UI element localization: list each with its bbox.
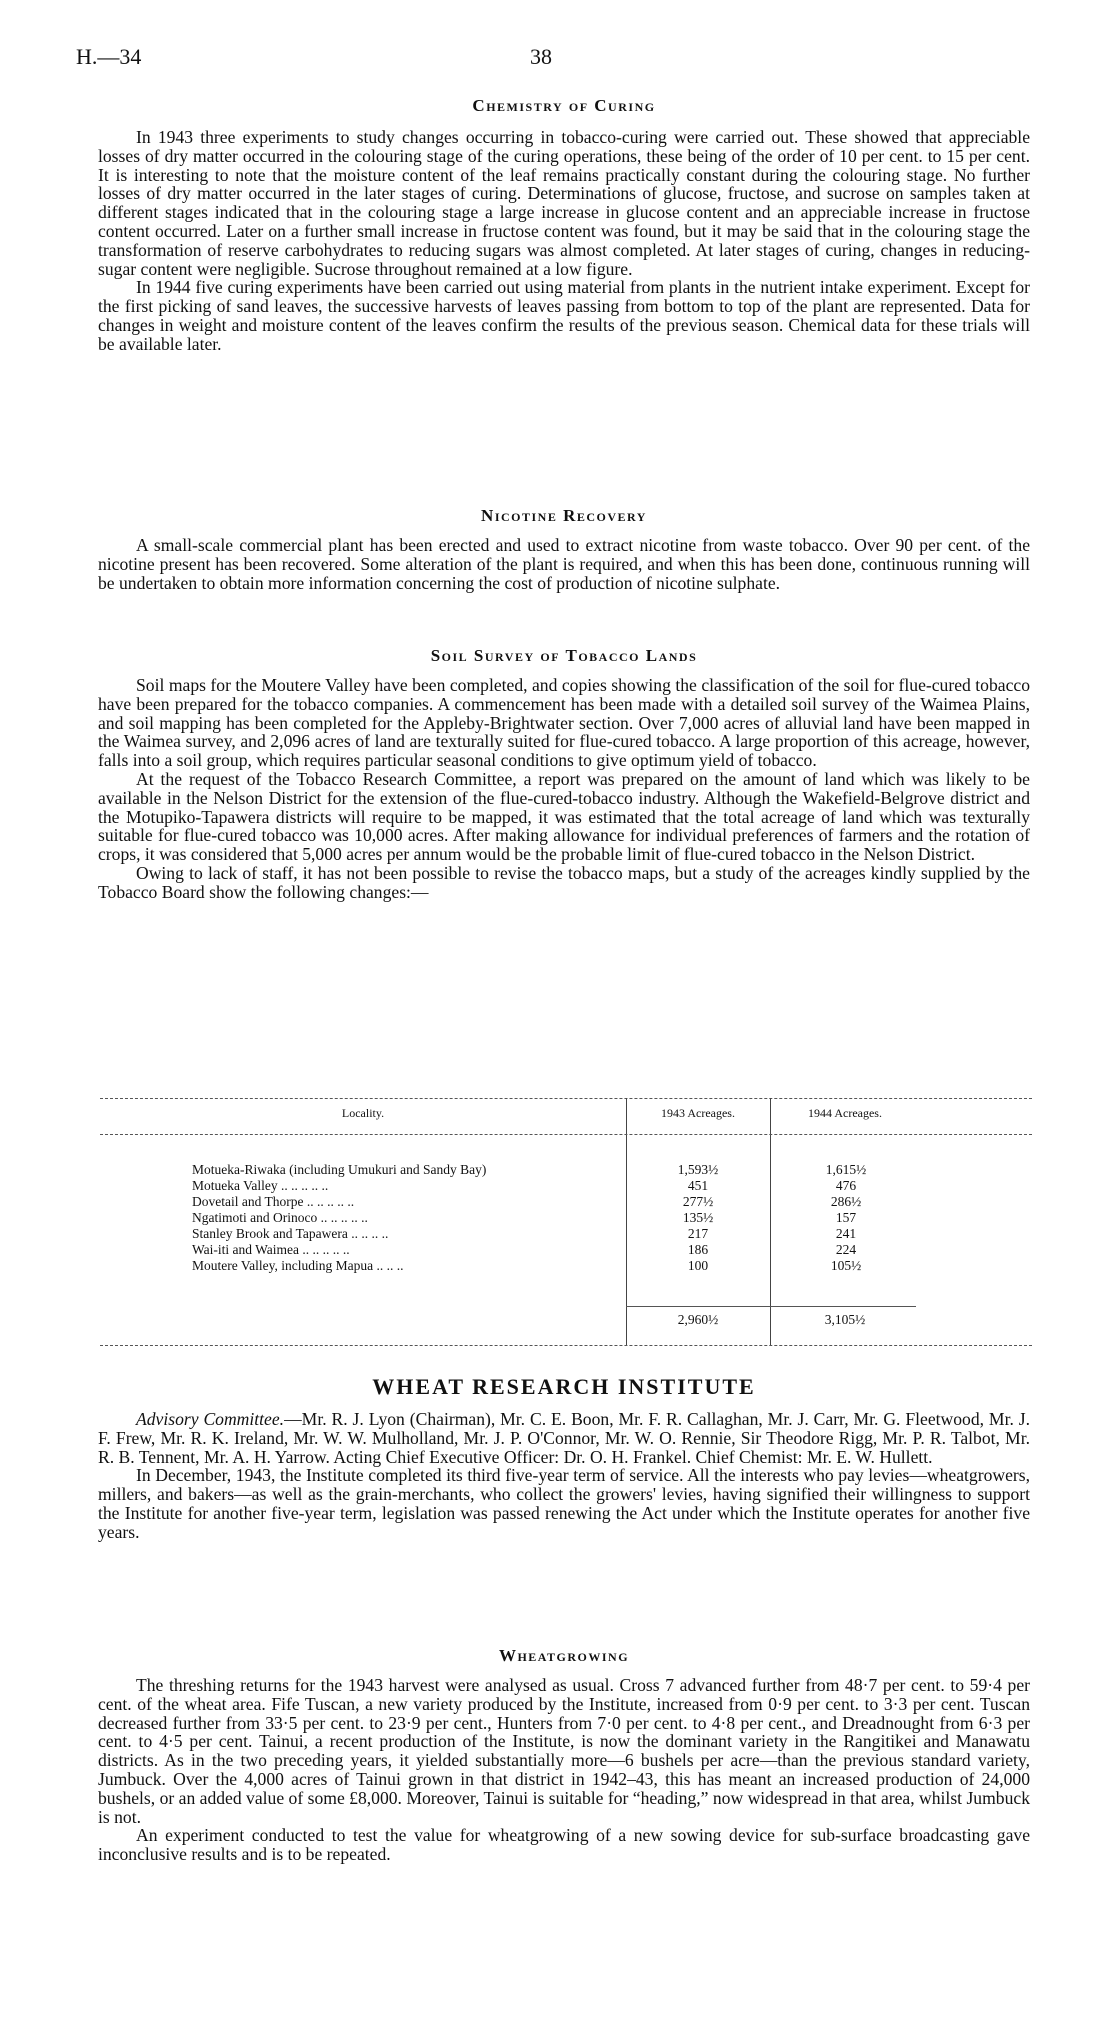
section-wheatgrowing bbox=[98, 1646, 1030, 1864]
table-cell-1944: 286½ bbox=[830, 1194, 862, 1209]
document-reference: H.—34 bbox=[76, 44, 142, 69]
paragraph: Owing to lack of staff, it has not been possible to revise the tobacco maps, but a study of the acreages kindly supplied by the Tobacco Board show the following changes:— bbox=[98, 862, 1030, 902]
table-top-rule bbox=[100, 1098, 1032, 1099]
table-header-1943: 1943 Acreages. bbox=[661, 1106, 735, 1120]
table-cell-1944: 241 bbox=[835, 1226, 857, 1241]
page-number: 38 bbox=[530, 44, 552, 69]
table-header-locality: Locality. bbox=[341, 1106, 385, 1120]
table-cell-locality: Motueka Valley .. .. .. .. .. bbox=[192, 1178, 329, 1193]
table-cell-locality: Dovetail and Thorpe .. .. .. .. .. bbox=[192, 1194, 355, 1209]
acreage-table-body bbox=[186, 1162, 922, 1274]
table-bottom-rule bbox=[100, 1345, 1032, 1346]
table-total-1944: 3,105½ bbox=[824, 1312, 866, 1327]
section-title-wheat: WHEAT RESEARCH INSTITUTE bbox=[372, 1374, 756, 1399]
table-cell-1943: 135½ bbox=[682, 1210, 714, 1225]
table-header-rule bbox=[100, 1134, 1032, 1135]
acreage-table bbox=[186, 1162, 1026, 1274]
table-cell-locality: Wai-iti and Waimea .. .. .. .. .. bbox=[192, 1242, 350, 1257]
paragraph: In December, 1943, the Institute completed its third five-year term of service. All the interests who pay levies—wheatgrowers, millers, and bakers—as well as the grain-merchants, who collect the growers' levies, having signified their willingness to support the Institute for another five-year term, legislation was passed renewing the Act under which the Institute operates for another five years. bbox=[98, 1465, 1030, 1542]
advisory-committee-label: Advisory Committee. bbox=[136, 1409, 285, 1429]
paragraph: The threshing returns for the 1943 harvest were analysed as usual. Cross 7 advanced further from 48·7 per cent. to 59·4 per cent. of the wheat area. Fife Tuscan, a new variety produced by the Institute, increased from 0·9 per cent. to 3·3 per cent. Tuscan decreased further from 33·5 per cent. to 23·9 per cent., Hunters from 7·0 per cent. to 4·8 per cent., and Dreadnought from 6·3 per cent. to 4·5 per cent. Tainui, a recent production of the Institute, is now the dominant variety in the Rangitikei and Manawatu districts. As in the two preceding years, it yielded substantially more—6 bushels per acre—than the previous standard variety, Jumbuck. Over the 4,000 acres of Tainui grown in that district in 1942–43, this has meant an increased production of 24,000 bushels, or an added value of some £8,000. Moreover, Tainui is suitable for “heading,” now widespread in that area, whilst Jumbuck is not. bbox=[98, 1675, 1030, 1827]
table-cell-1943: 277½ bbox=[682, 1194, 714, 1209]
paragraph: An experiment conducted to test the value for wheatgrowing of a new sowing device for sub-surface broadcasting gave inconclusive results and is to be repeated. bbox=[98, 1825, 1030, 1865]
paragraph: At the request of the Tobacco Research Committee, a report was prepared on the amount of land which was likely to be available in the Nelson District for the extension of the flue-cured-tobacco industry. Although the Wakefield-Belgrove district and the Motupiko-Tapawera districts will require to be mapped, it was estimated that the total acreage of land which was texturally suitable for flue-cured tobacco was 10,000 acres. After making allowance for individual preferences of farmers and the rotation of crops, it was considered that 5,000 acres per annum would be the probable limit of flue-cured tobacco in the Nelson District. bbox=[98, 768, 1030, 865]
table-cell-locality: Motueka-Riwaka (including Umukuri and Sandy Bay) bbox=[192, 1162, 487, 1177]
table-total-rule bbox=[626, 1306, 916, 1307]
section-chemistry bbox=[98, 96, 1030, 354]
table-row bbox=[186, 1226, 922, 1242]
paragraph: In 1944 five curing experiments have been carried out using material from plants in the nutrient intake experiment. Except for the first picking of sand leaves, the successive harvests of leaves passing from bottom to top of the plant are represented. Data for changes in weight and moisture content of the leaves confirm the results of the previous season. Chemical data for these trials will be available later. bbox=[98, 277, 1030, 354]
table-row bbox=[186, 1194, 922, 1210]
section-soil-survey bbox=[98, 646, 1030, 902]
section-nicotine bbox=[98, 506, 1030, 592]
advisory-committee-members: —Mr. R. J. Lyon (Chairman), Mr. C. E. Boon, Mr. F. R. Callaghan, Mr. J. Carr, Mr. G. Fleetwood, Mr. J. F. Frew, Mr. R. K. Ireland, Mr. W. W. Mulholland, Mr. J. P. O'Connor, Mr. W. O. Rennie, Sir Theodore Rigg, Mr. P. R. Talbot, Mr. R. B. Tennent, Mr. A. H. Yarrow. Acting Chief Executive Officer: Dr. O. H. Frankel. Chief Chemist: Mr. E. W. Hullett. bbox=[98, 1409, 1031, 1467]
paragraph: Soil maps for the Moutere Valley have been completed, and copies showing the classification of the soil for flue-cured tobacco have been prepared for the tobacco companies. A commencement has been made with a detailed soil survey of the Waimea Plains, and soil mapping has been completed for the Appleby-Brightwater section. Over 7,000 acres of alluvial land have been mapped in the Waimea survey, and 2,096 acres of land are texturally suited for flue-cured tobacco. A large proportion of this acreage, however, falls into a soil group, which requires particular seasonal conditions to give optimum yield of tobacco. bbox=[98, 675, 1030, 771]
section-title-soil: Soil Survey of Tobacco Lands bbox=[430, 646, 698, 665]
table-cell-1943: 451 bbox=[687, 1178, 709, 1193]
section-title-chemistry: Chemistry of Curing bbox=[472, 96, 656, 115]
table-row bbox=[186, 1178, 922, 1194]
paragraph: A small-scale commercial plant has been erected and used to extract nicotine from waste tobacco. Over 90 per cent. of the nicotine present has been recovered. Some alteration of the plant is required, and when this has been done, continuous running will be undertaken to obtain more information concerning the cost of production of nicotine sulphate. bbox=[98, 535, 1030, 593]
table-cell-1944: 105½ bbox=[830, 1258, 862, 1273]
table-row bbox=[186, 1210, 922, 1226]
table-cell-1944: 157 bbox=[835, 1210, 857, 1225]
paragraph: In 1943 three experiments to study changes occurring in tobacco-curing were carried out. These showed that appreciable losses of dry matter occurred in the colouring stage of the curing operations, these being of the order of 10 per cent. to 15 per cent. It is interesting to note that the moisture content of the leaf remains practically constant during the colouring stage. No further losses of dry matter occurred in the later stages of curing. Determinations of glucose, fructose, and sucrose on samples taken at different stages indicated that in the colouring stage a large increase in glucose content and an appreciable increase in fructose content occurred. Later on a further small increase in fructose content was found, but it may be said that in the colouring stage the transformation of reserve carbohydrates to reducing sugars was almost completed. At later stages of curing, changes in reducing-sugar content were negligible. Sucrose throughout remained at a low figure. bbox=[98, 127, 1030, 279]
table-row bbox=[186, 1242, 922, 1258]
table-cell-locality: Stanley Brook and Tapawera .. .. .. .. bbox=[192, 1226, 389, 1241]
table-cell-1944: 1,615½ bbox=[825, 1162, 867, 1177]
table-cell-locality: Moutere Valley, including Mapua .. .. .. bbox=[192, 1258, 404, 1273]
section-title-nicotine: Nicotine Recovery bbox=[481, 506, 647, 525]
table-row bbox=[186, 1258, 922, 1274]
section-title-wheatgrowing: Wheatgrowing bbox=[498, 1646, 630, 1665]
table-cell-1944: 476 bbox=[835, 1178, 857, 1193]
table-row bbox=[186, 1162, 922, 1178]
table-total-1943: 2,960½ bbox=[677, 1312, 719, 1327]
table-cell-locality: Ngatimoti and Orinoco .. .. .. .. .. bbox=[192, 1210, 368, 1225]
table-cell-1943: 1,593½ bbox=[677, 1162, 719, 1177]
table-header-1944: 1944 Acreages. bbox=[808, 1106, 882, 1120]
advisory-committee-paragraph bbox=[98, 1410, 1030, 1466]
table-cell-1944: 224 bbox=[835, 1242, 857, 1257]
table-cell-1943: 186 bbox=[687, 1242, 709, 1257]
section-wheat-research bbox=[98, 1374, 1030, 1542]
table-cell-1943: 217 bbox=[687, 1226, 709, 1241]
table-cell-1943: 100 bbox=[687, 1258, 709, 1273]
